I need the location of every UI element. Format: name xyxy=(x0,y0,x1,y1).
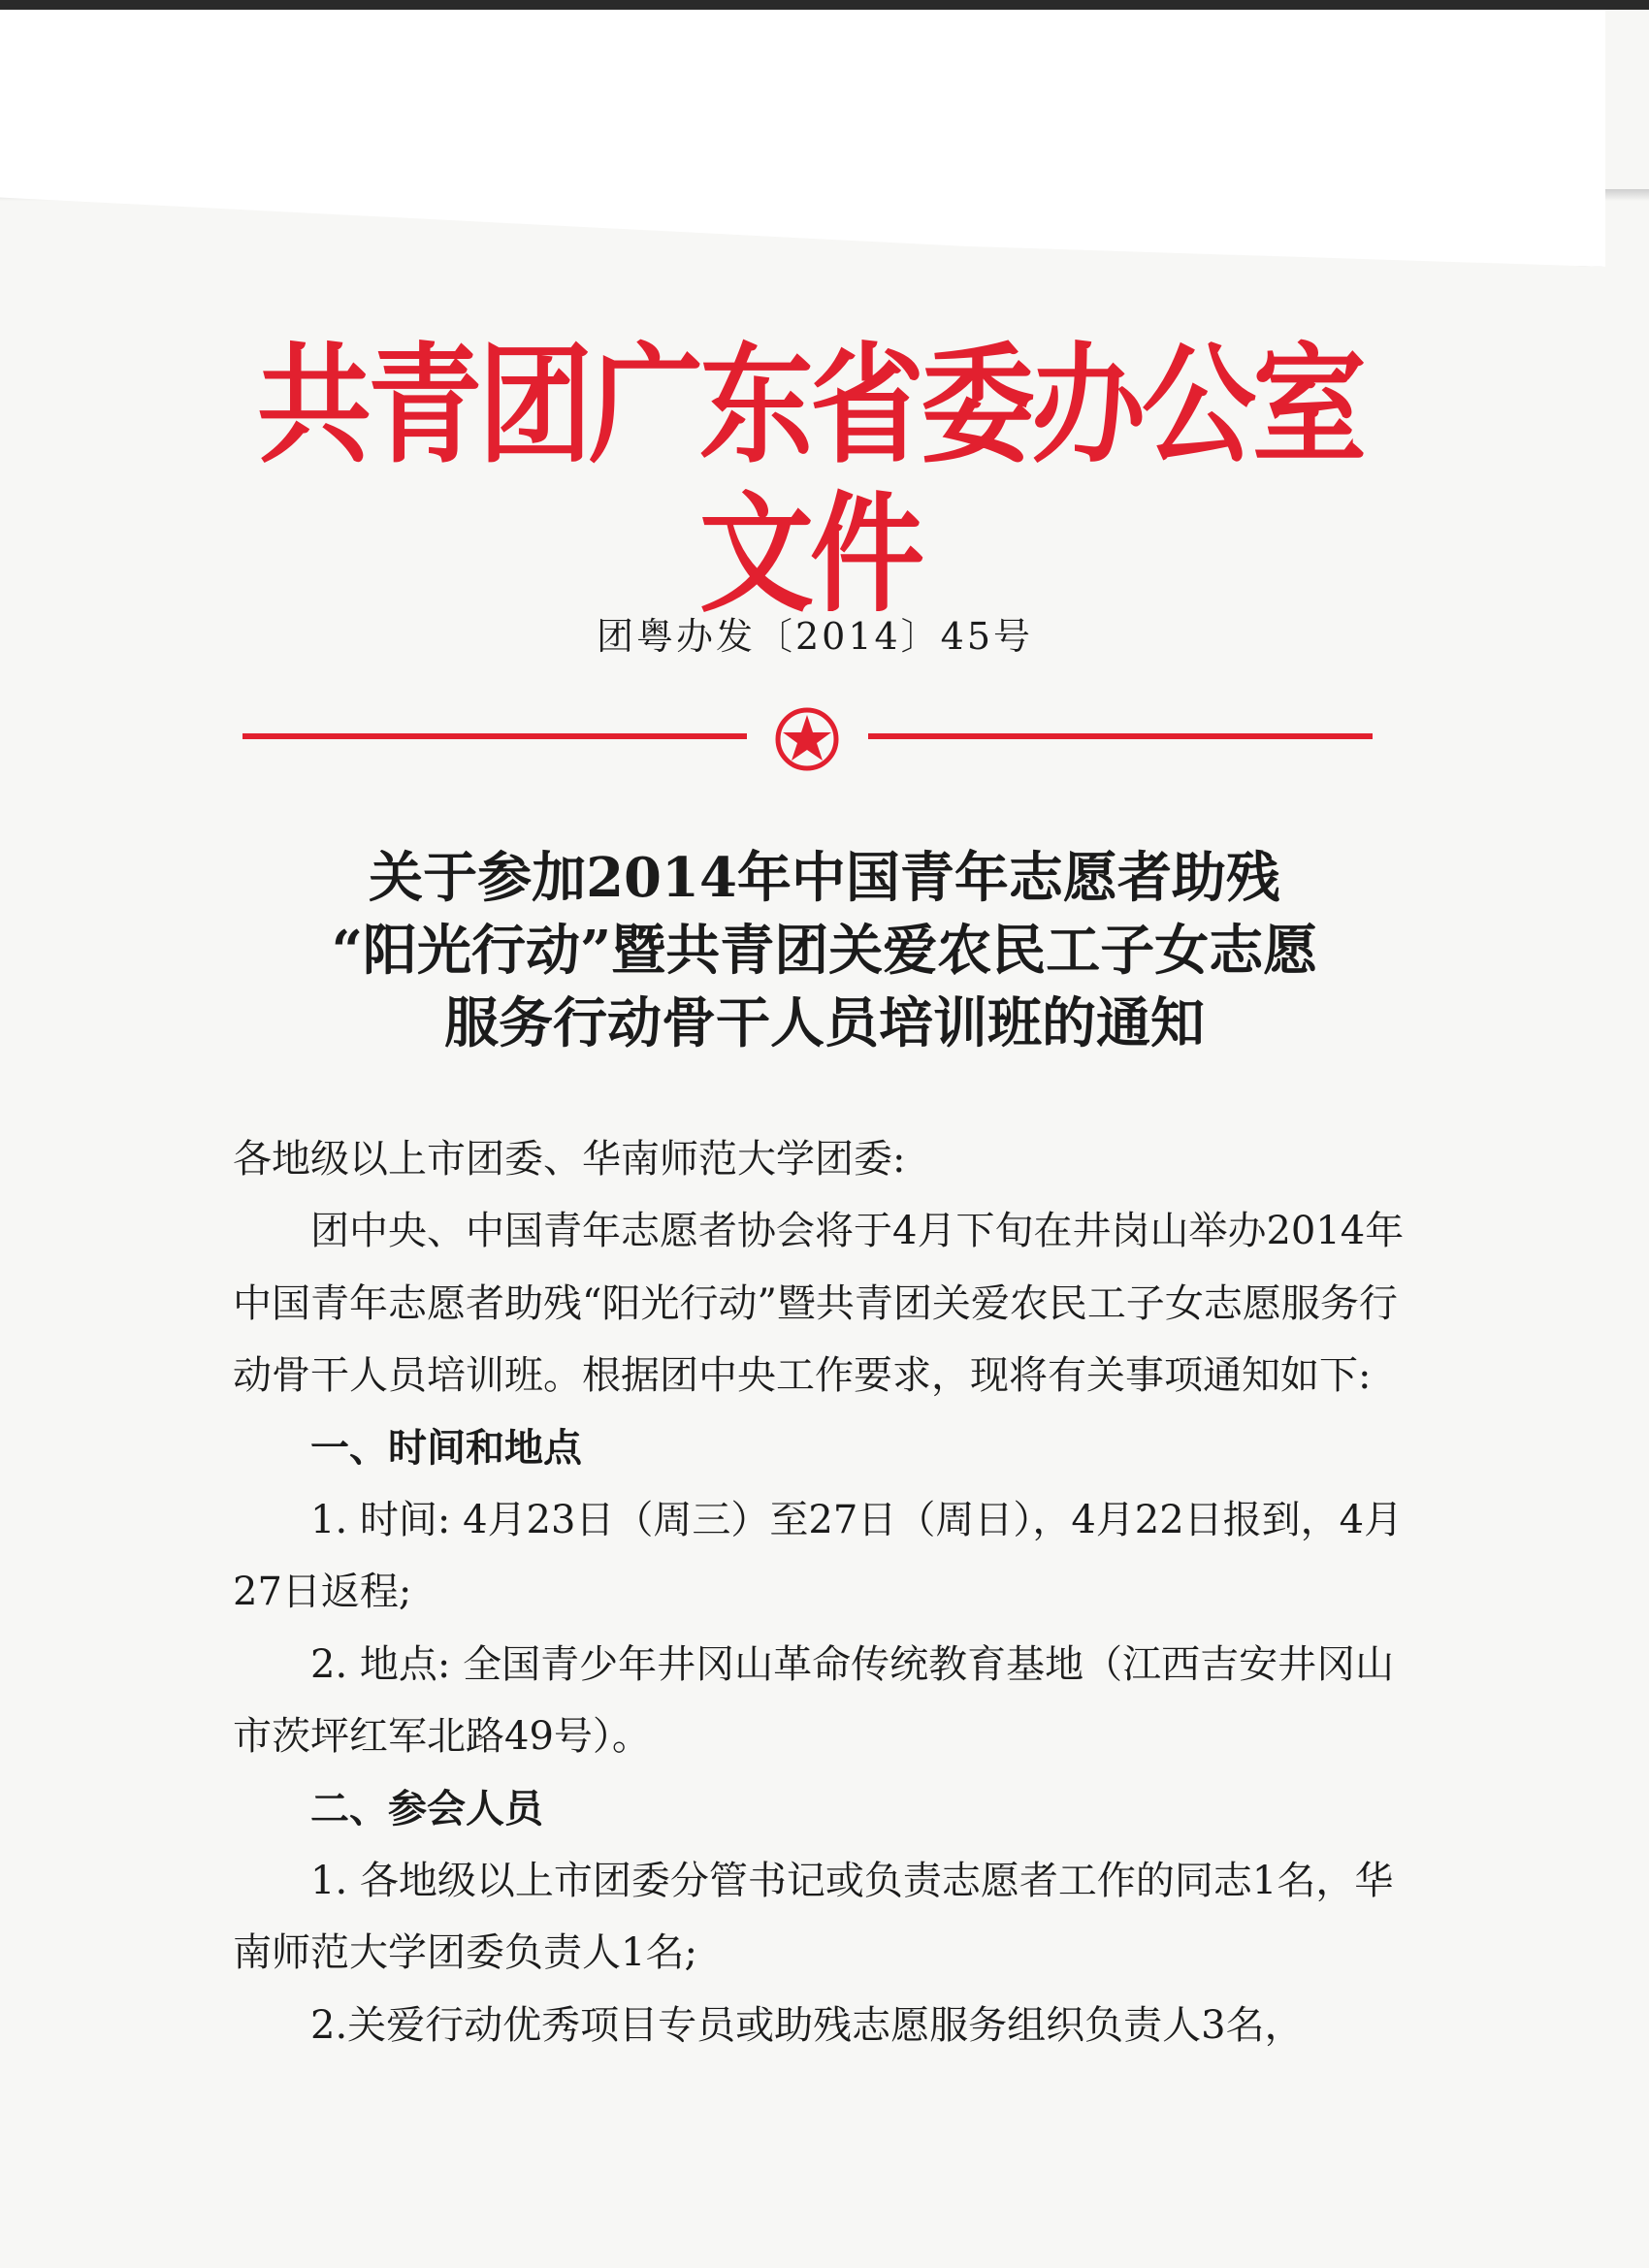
title-line-3: 服务行动骨干人员培训班的通知 xyxy=(444,991,1205,1056)
item-time: 1. 时间: 4月23日（周三）至27日（周日），4月22日报到，4月27日返程; xyxy=(233,1497,1404,1615)
notice-title xyxy=(242,842,1406,1060)
section-heading-time-place: 一、时间和地点 xyxy=(310,1425,582,1471)
red-star-emblem-icon xyxy=(774,706,840,772)
title-line-2: “阳光行动”暨共青团关爱农民工子女志愿 xyxy=(331,919,1318,984)
title-line-1: 关于参加2014年中国青年志愿者助残 xyxy=(369,846,1280,910)
document-masthead: 共青团广东省委办公室文件 xyxy=(256,329,1363,631)
item-attendees-2: 2.关爱行动优秀项目专员或助残志愿服务组织负责人3名， xyxy=(310,2002,1304,2048)
item-attendees-1: 1. 各地级以上市团委分管书记或负责志愿者工作的同志1名，华南师范大学团委负责人1名; xyxy=(233,1858,1394,1976)
intro-paragraph: 团中央、中国青年志愿者协会将于4月下旬在井岗山举办2014年中国青年志愿者助残“阳光行动”暨共青团关爱农民工子女志愿服务行动骨干人员培训班。根据团中央工作要求，现将有关事项通知如下: xyxy=(233,1209,1405,1399)
section-heading-attendees: 二、参会人员 xyxy=(310,1786,543,1831)
item-location: 2. 地点: 全国青少年井冈山革命传统教育基地（江西吉安井冈山市茨坪红军北路49号）。 xyxy=(233,1641,1395,1760)
scan-top-edge xyxy=(0,0,1649,10)
masthead-divider-left xyxy=(242,733,747,739)
document-number: 团粤办发〔2014〕45号 xyxy=(596,615,1034,658)
notice-body xyxy=(233,1123,1406,2061)
masthead-divider-right xyxy=(868,733,1373,739)
salutation: 各地级以上市团委、华南师范大学团委: xyxy=(233,1137,906,1182)
